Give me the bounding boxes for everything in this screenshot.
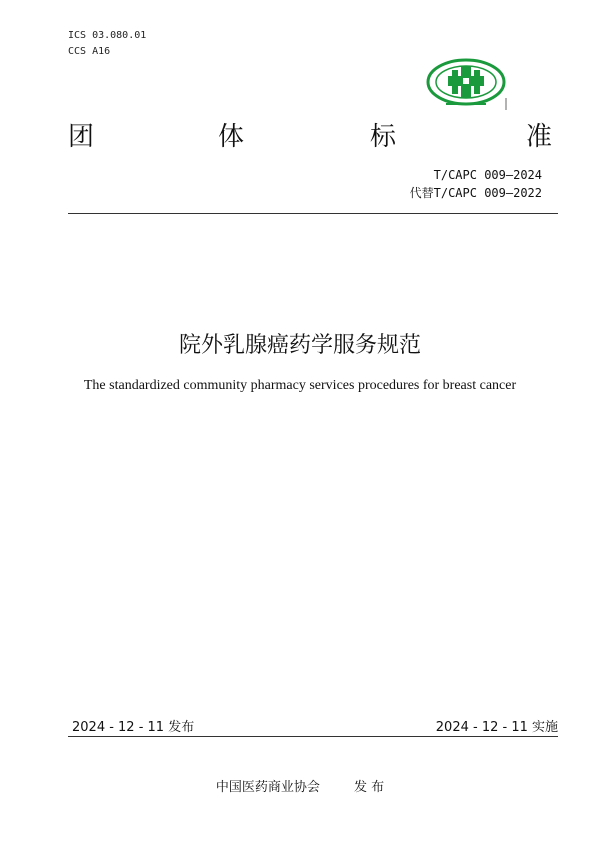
- publish-action: 发 布: [353, 780, 385, 795]
- ics-code: ICS 03.080.01: [68, 30, 147, 41]
- header-divider: [68, 213, 558, 214]
- document-title-chinese: 院外乳腺癌药学服务规范: [178, 333, 421, 358]
- standard-type-char-4: 准: [526, 122, 553, 152]
- publisher-line: [0, 776, 600, 795]
- association-seal-icon: [424, 58, 508, 110]
- standard-type-char-2: 体: [218, 122, 245, 152]
- standard-type-char-3: 标: [370, 122, 397, 152]
- standard-type-char-1: 团: [68, 122, 95, 152]
- replaced-standard-code: 代替T/CAPC 009—2022: [409, 186, 542, 200]
- issue-date: 2024 - 12 - 11 发布: [72, 720, 195, 735]
- document-title-english: The standardized community pharmacy services procedures for breast cancer: [83, 378, 517, 393]
- implementation-date: 2024 - 12 - 11 实施: [435, 720, 558, 735]
- standard-code: T/CAPC 009—2024: [433, 168, 542, 182]
- publisher-name: 中国医药商业协会: [215, 780, 320, 795]
- ccs-code: CCS A16: [68, 46, 111, 57]
- footer-divider: [68, 736, 558, 737]
